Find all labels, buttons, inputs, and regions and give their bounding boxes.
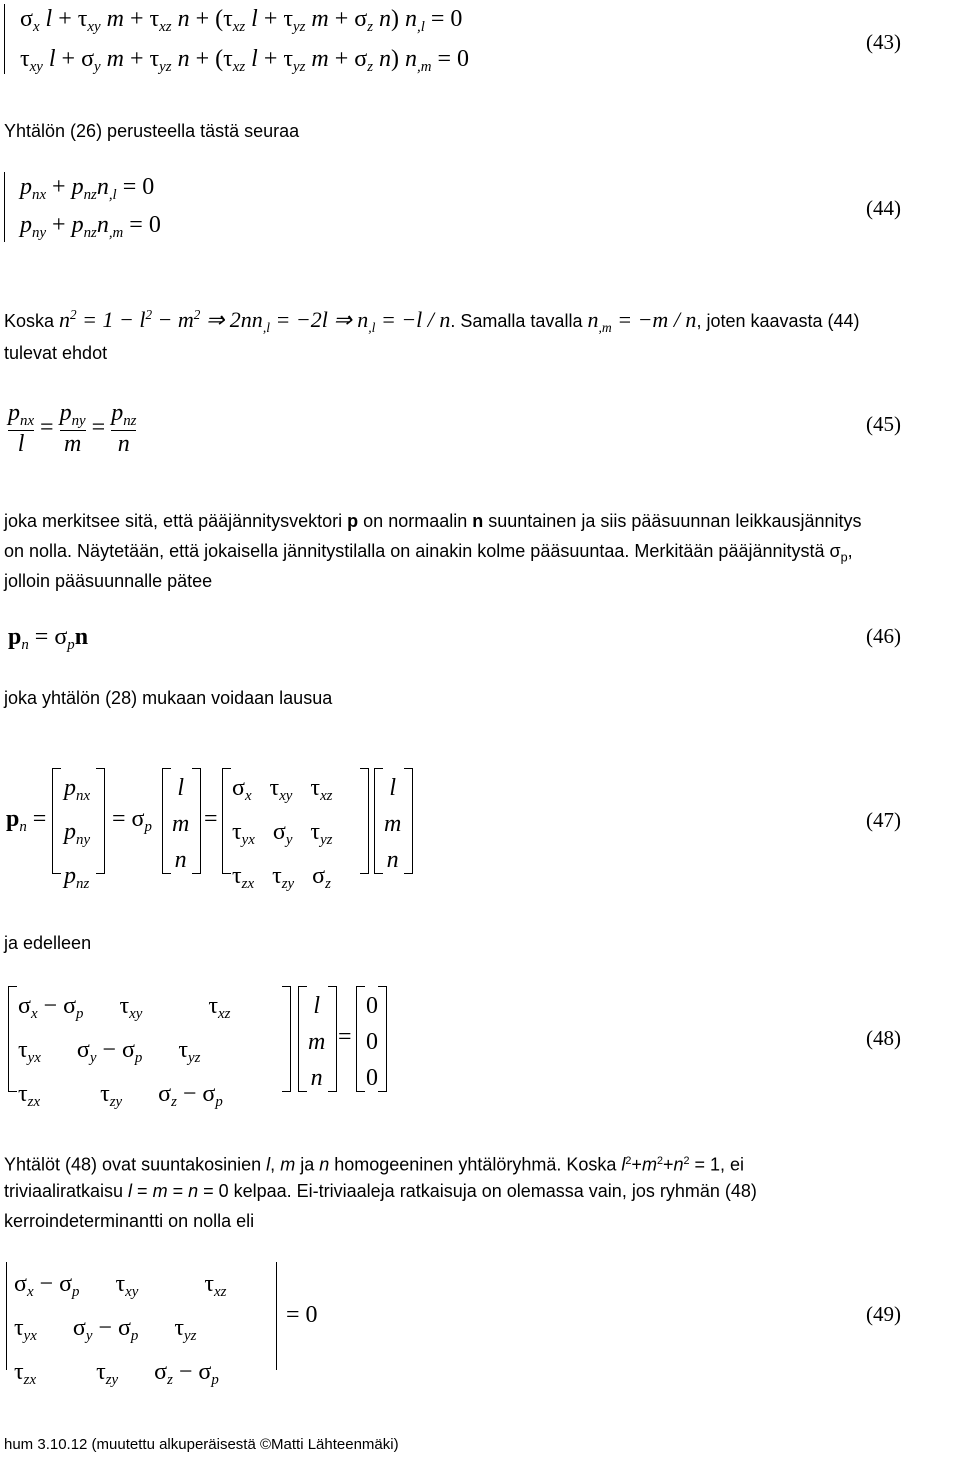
eq49-matrix: $\sigma_x - \sigma_p$ $\tau_{xy}$ $\tau_{xz}$ $\tau_{yx}$ $\sigma_y - \sigma_p$ $\tau_{yz}$ $\tau_{zx}$ $\tau_{zy}$ $\sigma_z - \sigma_p$ bbox=[14, 1271, 227, 1389]
bracket-48b-left bbox=[298, 986, 307, 1092]
paragraph-6: Yhtälöt (48) ovat suuntakosinien l, m ja n homogeeninen yhtälöryhmä. Koska $l^2+m^2+n^2 = 1$, ei bbox=[4, 1154, 745, 1175]
eq47-equals: = bbox=[204, 806, 218, 832]
bracket-47a-left bbox=[52, 768, 61, 874]
paragraph-8: kerroindeterminantti on nolla eli bbox=[4, 1211, 255, 1231]
eq43-line1: $\sigma_x$ $l + \tau_{xy}$ $m + \tau_{xz}$ $n + (\tau_{xz}$ $l + \tau_{yz}$ $m + \sigma_z$ n) $n_{,l} = 0$ bbox=[20, 6, 463, 36]
bracket-48c-left bbox=[356, 986, 365, 1092]
eq48-matrix: $\sigma_x - \sigma_p$ $\tau_{xy}$ $\tau_{xz}$ $\tau_{yx}$ $\sigma_y - \sigma_p$ $\tau_{yz}$ $\tau_{zx}$ $\tau_{zy}$ $\sigma_z - \sigma_p$ bbox=[18, 993, 231, 1111]
bracket-47d-right bbox=[404, 768, 413, 874]
eq46-number: (46) bbox=[866, 624, 901, 648]
bracket-47b-right bbox=[192, 768, 201, 874]
eq47-lhs: $p_n$ = bbox=[6, 806, 47, 836]
det-bar-right bbox=[276, 1262, 277, 1370]
paragraph-4: joka yhtälön (28) mukaan voidaan lausua bbox=[4, 688, 333, 708]
eq49-number: (49) bbox=[866, 1302, 901, 1326]
eq45-number: (45) bbox=[866, 412, 901, 436]
eq45: $p_{nx}$ l = $p_{ny}$ m = $p_{nz}$ n bbox=[8, 400, 137, 458]
paragraph-3-line2: on nolla. Näytetään, että jokaisella jännitystilalla on ainakin kolme pääsuuntaa. Merkitään pääjännitystä $\sigma_p$, bbox=[4, 541, 853, 565]
eq43-line2: $\tau_{xy}$ $l + \sigma_y$ $m + \tau_{yz}$ $n + (\tau_{xz}$ $l + \tau_{yz}$ $m + \sigma_z$ n) $n_{,m} = 0$ bbox=[20, 46, 470, 76]
bracket-47c-right bbox=[360, 768, 369, 874]
paragraph-5: ja edelleen bbox=[4, 933, 92, 953]
bracket-48a-right bbox=[282, 986, 291, 1092]
brace-43 bbox=[4, 4, 13, 74]
det-bar-left bbox=[6, 1262, 7, 1370]
eq47-vector-p: $p_{nx}$ $p_{ny}$ $p_{nz}$ bbox=[64, 775, 91, 893]
paragraph-1: Yhtälön (26) perusteella tästä seuraa bbox=[4, 121, 300, 141]
bracket-47a-right bbox=[96, 768, 105, 874]
paragraph-2: Koska $n^2 = 1 - l^2 - m^2$ ⇒ $2nn_{,l} = -2l$ ⇒ $n_{,l} = -l / n$. Samalla tavalla $n_{,m} = -m / n$, joten kaavasta (44) bbox=[4, 306, 860, 335]
eq47-vector-lmn-2: l m n bbox=[384, 775, 402, 873]
bracket-48a-left bbox=[8, 986, 17, 1092]
eq47-number: (47) bbox=[866, 808, 901, 832]
bracket-48c-right bbox=[378, 986, 387, 1092]
bracket-47c-left bbox=[222, 768, 231, 874]
eq48-vector-lmn: l m n bbox=[308, 993, 326, 1091]
footer-note: hum 3.10.12 (muutettu alkuperäisestä ©Matti Lähteenmäki) bbox=[4, 1436, 399, 1453]
eq44-number: (44) bbox=[866, 196, 901, 220]
eq46: $p_n = \sigma_pn$ bbox=[8, 624, 89, 654]
eq43-number: (43) bbox=[866, 30, 901, 54]
bracket-47d-left bbox=[374, 768, 383, 874]
eq47-matrix: $\sigma_x$ $\tau_{xy}$ $\tau_{xz}$ $\tau_{yx}$ $\sigma_y$ $\tau_{yz}$ $\tau_{zx}$ $\tau_{zy}$ $\sigma_z$ bbox=[232, 775, 333, 893]
paragraph-2-line2: tulevat ehdot bbox=[4, 343, 108, 363]
eq49-equals-zero: = 0 bbox=[286, 1302, 318, 1328]
brace-44 bbox=[4, 172, 13, 242]
eq47-sigma: = $\sigma_p$ bbox=[112, 806, 152, 836]
paragraph-3-line3: jolloin pääsuunnalle pätee bbox=[4, 571, 213, 591]
eq48-zero-vector: 0 0 0 bbox=[366, 993, 378, 1091]
eq47-vector-lmn: l m n bbox=[172, 775, 190, 873]
eq48-number: (48) bbox=[866, 1026, 901, 1050]
paragraph-7: triviaaliratkaisu l = m = n = 0 kelpaa. Ei-triviaaleja ratkaisuja on olemassa vain, jos ryhmän (48) bbox=[4, 1181, 757, 1201]
eq44-line1: $p_{nx} + p_{nz}n_{,l} = 0$ bbox=[20, 174, 155, 204]
bracket-47b-left bbox=[162, 768, 171, 874]
eq44-line2: $p_{ny} + p_{nz}n_{,m} = 0$ bbox=[20, 212, 161, 242]
paragraph-3: joka merkitsee sitä, että pääjännitysvektori p on normaalin n suuntainen ja siis pääsuunnan leikkausjännitys bbox=[4, 511, 862, 531]
bracket-48b-right bbox=[328, 986, 337, 1092]
eq48-equals: = bbox=[338, 1024, 352, 1050]
